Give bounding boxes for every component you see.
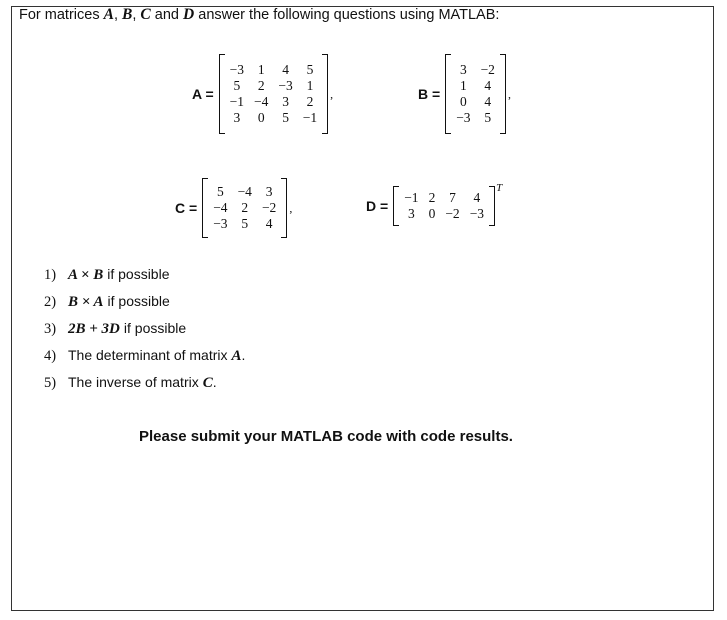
matrix-b-cell: 5: [484, 110, 492, 125]
question-2: 2) B × A if possible: [44, 293, 170, 310]
matrix-a-cell: 2: [257, 78, 265, 93]
question-5: 5) The inverse of matrix C .: [44, 374, 217, 391]
matrix-d-cell: −2: [445, 206, 460, 221]
matrix-c-cell: −4: [237, 184, 252, 199]
matrix-a-cell: 2: [306, 94, 314, 109]
matrix-d-cell: −3: [469, 206, 485, 221]
matrix-a-cell: −1: [229, 94, 245, 109]
matrix-c-cell: 4: [265, 216, 273, 231]
matrix-b-cell: 0: [460, 94, 467, 109]
question-3: 3) 2B + 3D if possible: [44, 320, 187, 337]
question-1: 1) A × B if possible: [44, 266, 170, 283]
matrix-d-cell: −1: [404, 190, 419, 205]
matrix-d-cell: 7: [449, 190, 456, 205]
matrix-b-cell: 4: [484, 94, 492, 109]
matrix-d-cell: 0: [428, 206, 436, 221]
matrix-a-label: A =: [192, 86, 214, 102]
matrix-c-cell: 5: [241, 216, 249, 231]
prompt-matrix-d: D: [183, 6, 195, 23]
prompt-matrix-b: B: [122, 6, 133, 23]
matrix-c-cell: 2: [241, 200, 249, 215]
matrix-b-label: B =: [418, 86, 441, 102]
matrix-a-cell: 5: [282, 110, 289, 125]
question-4: 4) The determinant of matrix A .: [44, 347, 246, 364]
submit-instruction: Please submit your MATLAB code with code results.: [139, 428, 513, 445]
matrix-a-cell: 1: [257, 62, 265, 77]
matrix-b-cell: −2: [480, 62, 495, 77]
matrix-c-grid: [208, 184, 281, 232]
matrix-a-cell: 1: [306, 78, 314, 93]
matrix-a-cell: −1: [302, 110, 318, 125]
matrix-c-cell: 5: [217, 184, 224, 199]
matrix-a-cell: 0: [257, 110, 265, 125]
question-list: [44, 266, 245, 401]
matrix-c-cell: −3: [213, 216, 228, 231]
matrix-c-cell: −4: [213, 200, 228, 215]
matrix-b-cell: 4: [484, 78, 492, 93]
matrix-a-cell: 5: [306, 62, 314, 77]
matrix-d-grid: [399, 190, 489, 222]
prompt-matrix-a: A: [103, 6, 114, 23]
matrix-b-cell: 3: [460, 62, 467, 77]
matrix-d-cell: 4: [473, 190, 481, 205]
matrix-c-cell: 3: [265, 184, 273, 199]
matrix-a-cell: −3: [229, 62, 245, 77]
matrix-a-cell: 3: [233, 110, 241, 125]
matrix-d: [366, 182, 503, 226]
matrix-a-cell: −3: [278, 78, 293, 93]
matrix-b: B = 3 −2 1 4 0 4 −3 5 ,: [418, 54, 511, 134]
prompt-matrix-c: C: [140, 6, 151, 23]
matrix-b-cell: −3: [456, 110, 471, 125]
matrix-d-label: D =: [366, 198, 389, 214]
matrix-d-cell: 2: [428, 190, 436, 205]
matrix-a-cell: 3: [282, 94, 289, 109]
matrix-a-cell: −4: [254, 94, 269, 109]
matrix-a-cell: 5: [233, 78, 241, 93]
matrix-c-label: C =: [175, 200, 198, 216]
matrix-b-cell: 1: [460, 78, 467, 93]
matrix-b-grid: [451, 62, 500, 126]
matrix-a: A = −3 1 4 5 5 2 −3 1 −1 −4 3 2 3 0 5 −1 ,: [192, 54, 333, 134]
transpose-superscript: T: [496, 182, 503, 194]
prompt-text: For matrices A, B, C and D answer the following questions using MATLAB:: [19, 6, 500, 23]
matrix-c: C = 5 −4 3 −4 2 −2 −3 5 4 ,: [175, 178, 292, 238]
matrix-a-grid: [225, 62, 323, 126]
matrix-c-cell: −2: [261, 200, 277, 215]
matrix-d-cell: 3: [408, 206, 415, 221]
matrix-a-cell: 4: [282, 62, 289, 77]
